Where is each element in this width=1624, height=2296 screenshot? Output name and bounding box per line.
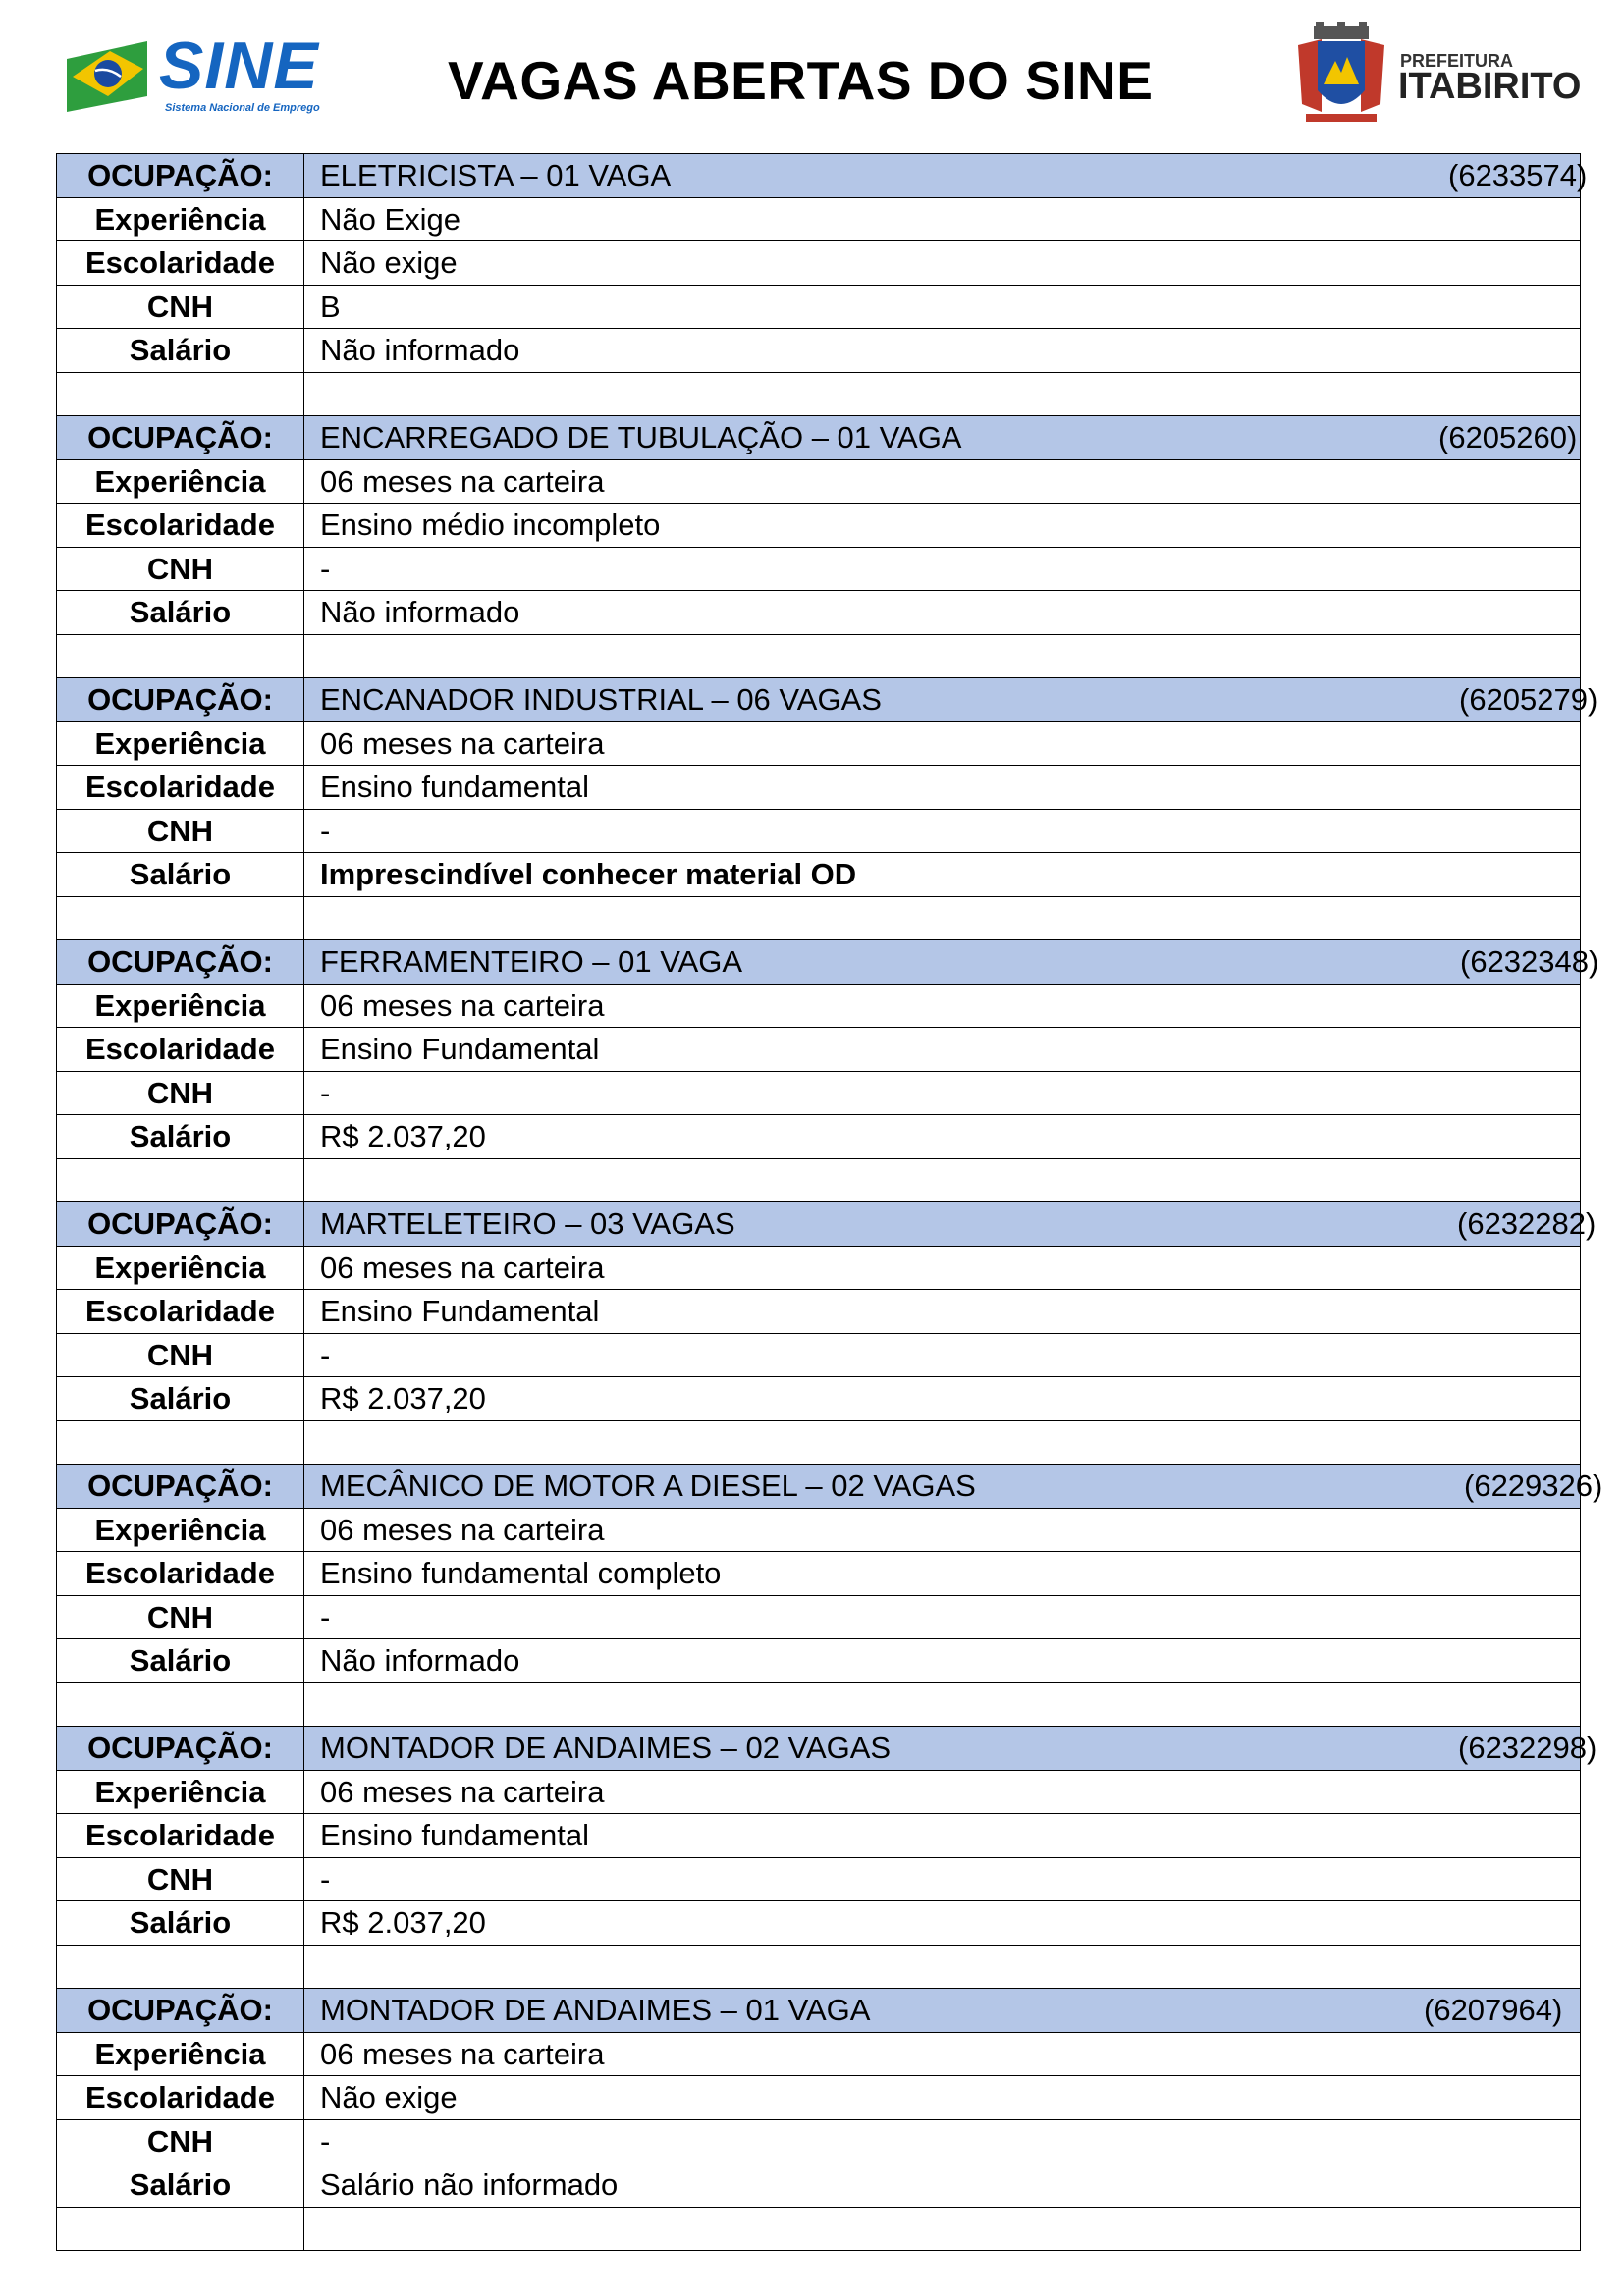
occupation-cell <box>304 678 1598 722</box>
job-salary: R$ 2.037,20 <box>304 1377 1581 1421</box>
spacer-row <box>57 1682 1581 1727</box>
spacer-cell <box>57 372 304 416</box>
job-detail-row <box>57 1071 1581 1115</box>
education-label: Escolaridade <box>57 504 304 548</box>
job-code: (6205279) <box>1459 682 1598 717</box>
job-salary: Não informado <box>304 591 1581 635</box>
job-education: Ensino fundamental <box>304 1814 1581 1858</box>
occupation-cell <box>304 1202 1597 1247</box>
job-detail-row <box>57 241 1581 286</box>
spacer-row <box>57 372 1581 416</box>
job-detail-row <box>57 197 1581 241</box>
job-license: - <box>304 809 1581 853</box>
job-code: (6205260) <box>1438 420 1578 454</box>
spacer-cell <box>57 1158 304 1202</box>
license-label: CNH <box>57 1071 304 1115</box>
spacer-cell <box>304 2207 1581 2251</box>
job-detail-row <box>57 285 1581 329</box>
job-detail-row <box>57 504 1581 548</box>
job-detail-row <box>57 547 1581 591</box>
occupation-label: OCUPAÇÃO: <box>57 940 304 985</box>
job-header-row <box>57 416 1581 460</box>
education-label: Escolaridade <box>57 766 304 810</box>
spacer-row <box>57 896 1581 940</box>
spacer-cell <box>57 1682 304 1727</box>
spacer-row <box>57 2207 1581 2251</box>
job-code: (6232348) <box>1460 944 1599 979</box>
job-detail-row <box>57 329 1581 373</box>
job-salary: Não informado <box>304 1639 1581 1683</box>
job-salary: Imprescindível conhecer material OD <box>304 853 1581 897</box>
experience-label: Experiência <box>57 1246 304 1290</box>
education-label: Escolaridade <box>57 241 304 286</box>
job-detail-row <box>57 2163 1581 2208</box>
job-header-row <box>57 1727 1581 1771</box>
job-experience: 06 meses na carteira <box>304 1508 1581 1552</box>
prefeitura-label: PREFEITURA <box>1400 51 1514 71</box>
job-salary: R$ 2.037,20 <box>304 1115 1581 1159</box>
spacer-row <box>57 1158 1581 1202</box>
job-license: - <box>304 1071 1581 1115</box>
job-salary: R$ 2.037,20 <box>304 1901 1581 1946</box>
page-title: VAGAS ABERTAS DO SINE <box>448 50 1154 111</box>
job-detail-row <box>57 984 1581 1028</box>
job-detail-row <box>57 1333 1581 1377</box>
job-detail-row <box>57 1595 1581 1639</box>
job-title: ELETRICISTA – 01 VAGA <box>320 158 672 193</box>
spacer-row <box>57 1420 1581 1465</box>
job-code: (6232298) <box>1458 1731 1597 1765</box>
sine-logo-subtitle: Sistema Nacional de Emprego <box>165 102 320 114</box>
job-education: Não exige <box>304 2076 1581 2120</box>
occupation-label: OCUPAÇÃO: <box>57 1465 304 1509</box>
salary-label: Salário <box>57 329 304 373</box>
education-label: Escolaridade <box>57 1028 304 1072</box>
job-title: ENCANADOR INDUSTRIAL – 06 VAGAS <box>320 682 882 718</box>
brazil-flag-icon <box>59 37 157 114</box>
salary-label: Salário <box>57 1639 304 1683</box>
job-education: Ensino fundamental <box>304 766 1581 810</box>
job-code: (6233574) <box>1448 158 1588 192</box>
occupation-label: OCUPAÇÃO: <box>57 678 304 722</box>
salary-label: Salário <box>57 1115 304 1159</box>
job-experience: 06 meses na carteira <box>304 1770 1581 1814</box>
job-header-row <box>57 1202 1581 1247</box>
experience-label: Experiência <box>57 721 304 766</box>
job-header-row <box>57 678 1581 722</box>
job-experience: 06 meses na carteira <box>304 984 1581 1028</box>
job-detail-row <box>57 1115 1581 1159</box>
salary-label: Salário <box>57 1901 304 1946</box>
job-title: MARTELETEIRO – 03 VAGAS <box>320 1206 735 1242</box>
job-title: MONTADOR DE ANDAIMES – 02 VAGAS <box>320 1731 892 1766</box>
job-license: - <box>304 2119 1581 2163</box>
job-detail-row <box>57 1508 1581 1552</box>
spacer-cell <box>304 1945 1581 1989</box>
job-license: - <box>304 1333 1581 1377</box>
job-education: Não exige <box>304 241 1581 286</box>
spacer-cell <box>57 634 304 678</box>
job-header-row <box>57 1465 1581 1509</box>
spacer-cell <box>304 372 1581 416</box>
spacer-cell <box>304 896 1581 940</box>
job-code: (6207964) <box>1424 1993 1563 2027</box>
job-detail-row <box>57 1814 1581 1858</box>
city-crest-icon <box>1292 22 1390 125</box>
license-label: CNH <box>57 285 304 329</box>
job-detail-row <box>57 1901 1581 1946</box>
education-label: Escolaridade <box>57 1552 304 1596</box>
experience-label: Experiência <box>57 1770 304 1814</box>
spacer-cell <box>304 1420 1581 1465</box>
job-experience: 06 meses na carteira <box>304 459 1581 504</box>
job-license: - <box>304 1595 1581 1639</box>
job-detail-row <box>57 1246 1581 1290</box>
job-experience: 06 meses na carteira <box>304 1246 1581 1290</box>
job-header-row <box>57 1989 1581 2033</box>
job-license: - <box>304 547 1581 591</box>
occupation-cell <box>304 1465 1603 1509</box>
job-detail-row <box>57 1290 1581 1334</box>
job-detail-row <box>57 1028 1581 1072</box>
job-detail-row <box>57 591 1581 635</box>
occupation-cell <box>304 416 1581 460</box>
experience-label: Experiência <box>57 2032 304 2076</box>
occupation-label: OCUPAÇÃO: <box>57 416 304 460</box>
spacer-cell <box>304 634 1581 678</box>
page-header <box>0 0 1624 147</box>
occupation-cell <box>304 1727 1597 1771</box>
salary-label: Salário <box>57 1377 304 1421</box>
job-detail-row <box>57 2076 1581 2120</box>
job-detail-row <box>57 1639 1581 1683</box>
occupation-label: OCUPAÇÃO: <box>57 1202 304 1247</box>
spacer-row <box>57 1945 1581 1989</box>
job-detail-row <box>57 2032 1581 2076</box>
job-title: FERRAMENTEIRO – 01 VAGA <box>320 944 743 980</box>
education-label: Escolaridade <box>57 1814 304 1858</box>
job-code: (6229326) <box>1464 1468 1603 1503</box>
job-header-row <box>57 154 1581 198</box>
jobs-table-body <box>57 154 1603 2251</box>
job-title: MECÂNICO DE MOTOR A DIESEL – 02 VAGAS <box>320 1468 976 1504</box>
job-education: Ensino Fundamental <box>304 1028 1581 1072</box>
education-label: Escolaridade <box>57 1290 304 1334</box>
job-education: Ensino médio incompleto <box>304 504 1581 548</box>
jobs-table <box>56 153 1603 2251</box>
spacer-cell <box>57 896 304 940</box>
license-label: CNH <box>57 547 304 591</box>
spacer-cell <box>57 1945 304 1989</box>
job-salary: Não informado <box>304 329 1581 373</box>
job-education: Ensino fundamental completo <box>304 1552 1581 1596</box>
occupation-cell <box>304 940 1599 985</box>
job-license: - <box>304 1857 1581 1901</box>
occupation-label: OCUPAÇÃO: <box>57 1727 304 1771</box>
experience-label: Experiência <box>57 459 304 504</box>
license-label: CNH <box>57 809 304 853</box>
job-license: B <box>304 285 1581 329</box>
job-detail-row <box>57 809 1581 853</box>
job-detail-row <box>57 766 1581 810</box>
spacer-cell <box>304 1682 1581 1727</box>
job-experience: Não Exige <box>304 197 1581 241</box>
prefeitura-logo <box>1292 22 1582 130</box>
job-code: (6232282) <box>1457 1206 1597 1241</box>
spacer-row <box>57 634 1581 678</box>
job-detail-row <box>57 1857 1581 1901</box>
license-label: CNH <box>57 2119 304 2163</box>
education-label: Escolaridade <box>57 2076 304 2120</box>
job-detail-row <box>57 853 1581 897</box>
job-title: ENCARREGADO DE TUBULAÇÃO – 01 VAGA <box>320 420 962 455</box>
spacer-cell <box>57 1420 304 1465</box>
occupation-label: OCUPAÇÃO: <box>57 154 304 198</box>
job-title: MONTADOR DE ANDAIMES – 01 VAGA <box>320 1993 871 2028</box>
occupation-label: OCUPAÇÃO: <box>57 1989 304 2033</box>
experience-label: Experiência <box>57 1508 304 1552</box>
job-detail-row <box>57 459 1581 504</box>
salary-label: Salário <box>57 2163 304 2208</box>
salary-label: Salário <box>57 853 304 897</box>
job-detail-row <box>57 1377 1581 1421</box>
license-label: CNH <box>57 1333 304 1377</box>
job-detail-row <box>57 2119 1581 2163</box>
job-detail-row <box>57 721 1581 766</box>
occupation-cell <box>304 154 1588 198</box>
spacer-cell <box>57 2207 304 2251</box>
license-label: CNH <box>57 1595 304 1639</box>
job-detail-row <box>57 1552 1581 1596</box>
prefeitura-city: ITABIRITO <box>1398 66 1582 107</box>
salary-label: Salário <box>57 591 304 635</box>
experience-label: Experiência <box>57 984 304 1028</box>
license-label: CNH <box>57 1857 304 1901</box>
job-experience: 06 meses na carteira <box>304 721 1581 766</box>
experience-label: Experiência <box>57 197 304 241</box>
job-experience: 06 meses na carteira <box>304 2032 1581 2076</box>
spacer-cell <box>304 1158 1581 1202</box>
job-detail-row <box>57 1770 1581 1814</box>
job-salary: Salário não informado <box>304 2163 1581 2208</box>
occupation-cell <box>304 1989 1581 2033</box>
sine-logo <box>59 29 344 123</box>
job-header-row <box>57 940 1581 985</box>
job-education: Ensino Fundamental <box>304 1290 1581 1334</box>
sine-logo-text: SINE <box>159 28 319 103</box>
